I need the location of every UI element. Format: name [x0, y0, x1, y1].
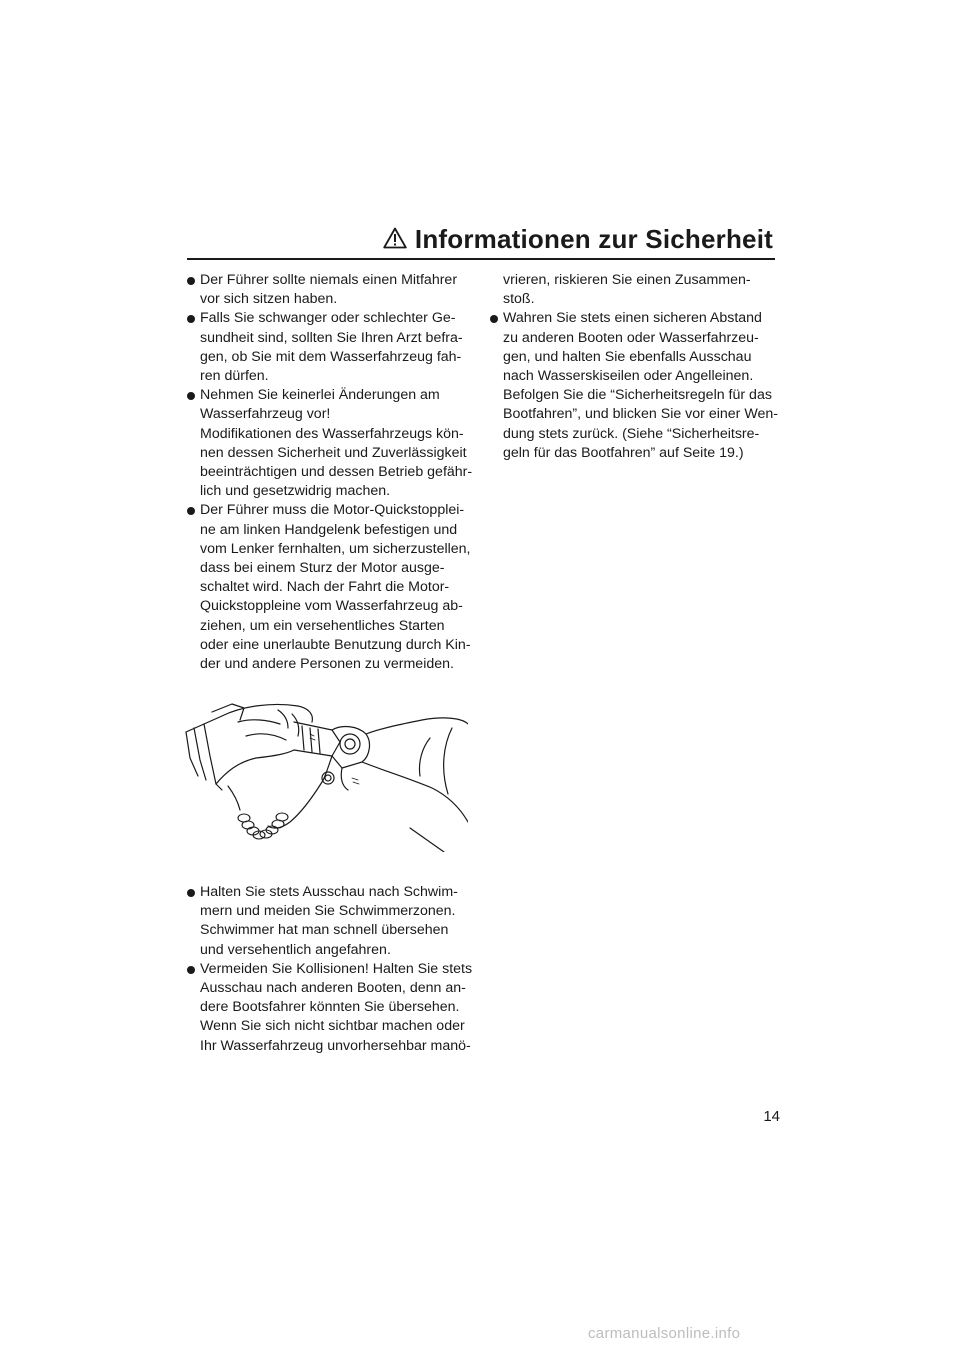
left-column-top [187, 271, 472, 674]
bullet-item [187, 501, 472, 674]
text-line: mern und meiden Sie Schwimmerzonen. [200, 903, 456, 920]
text-line: beeinträchtigen und dessen Betrieb gefähr- [200, 464, 473, 481]
text-line: gen, ob Sie mit dem Wasserfahrzeug fah- [200, 348, 462, 365]
text-line: vor sich sitzen haben. [200, 291, 338, 308]
text-line: dung stets zurück. (Siehe “Sicherheitsre- [503, 425, 760, 442]
text-line: nen dessen Sicherheit und Zuverlässigkeit [200, 444, 467, 461]
right-column [490, 271, 778, 463]
text-line: Nehmen Sie keinerlei Änderungen am [200, 387, 440, 404]
text-line: Quickstoppleine vom Wasserfahrzeug ab- [200, 598, 463, 615]
text-line: Der Führer muss die Motor-Quickstopplei- [200, 502, 465, 519]
text-line: Wenn Sie sich nicht sichtbar machen oder [200, 1018, 465, 1035]
text-line: geln für das Bootfahren” auf Seite 19.) [503, 444, 744, 461]
bullet-dot-icon [187, 507, 195, 515]
text-line: dere Bootsfahrer könnten Sie übersehen. [200, 999, 460, 1016]
bullet-item [187, 883, 472, 960]
bullet-item [187, 271, 472, 309]
bullet-item [187, 960, 472, 1056]
text-line: Schwimmer hat man schnell übersehen [200, 922, 449, 939]
text-line: oder eine unerlaubte Benutzung durch Kin- [200, 636, 471, 653]
text-line: ren dürfen. [200, 368, 269, 385]
wrist-lanyard-illustration [182, 698, 468, 852]
bullet-item [187, 386, 472, 501]
text-line: nach Wasserskiseilen oder Angelleinen. [503, 368, 754, 385]
bullet-dot-icon [490, 315, 498, 323]
text-line: ne am linken Handgelenk befestigen und [200, 521, 458, 538]
bullet-dot-icon [187, 277, 195, 285]
page-title [415, 224, 773, 255]
text-line: gen, und halten Sie ebenfalls Ausschau [503, 348, 752, 365]
text-line: Wasserfahrzeug vor! [200, 406, 331, 423]
page-header [187, 222, 775, 260]
continuation-text [490, 271, 778, 309]
text-line: Halten Sie stets Ausschau nach Schwim- [200, 884, 458, 900]
text-line: Ihr Wasserfahrzeug unvorhersehbar manö- [200, 1037, 471, 1054]
text-line: der und andere Personen zu vermeiden. [200, 656, 454, 673]
text-line: stoß. [503, 291, 535, 308]
text-line: Modifikationen des Wasserfahrzeugs kön- [200, 425, 464, 442]
bullet-item [490, 309, 778, 463]
bullet-dot-icon [187, 966, 195, 974]
text-line: schaltet wird. Nach der Fahrt die Motor- [200, 579, 450, 596]
text-line: Falls Sie schwanger oder schlechter Ge- [200, 310, 456, 327]
text-line: Befolgen Sie die “Sicherheitsregeln für das [503, 387, 772, 404]
left-column-bottom [187, 883, 472, 1056]
text-line: ziehen, um ein versehentliches Starten [200, 617, 445, 634]
watermark-text[interactable]: carmanualsonline.info [588, 1325, 741, 1342]
text-line: Der Führer sollte niemals einen Mitfahrer [200, 272, 458, 288]
text-line: vom Lenker fernhalten, um sicherzustellen, [200, 540, 471, 557]
text-line: Ausschau nach anderen Booten, denn an- [200, 980, 466, 997]
text-line: vrieren, riskieren Sie einen Zusammen- [503, 272, 751, 288]
bullet-dot-icon [187, 392, 195, 400]
page-number: 14 [763, 1108, 780, 1125]
text-line: dass bei einem Sturz der Motor ausge- [200, 560, 445, 577]
bullet-dot-icon [187, 889, 195, 897]
page-title-text: Informationen zur Sicherheit [414, 224, 773, 254]
bullet-dot-icon [187, 315, 195, 323]
text-line: Wahren Sie stets einen sicheren Abstand [503, 310, 762, 327]
text-line: Vermeiden Sie Kollisionen! Halten Sie stets [200, 960, 473, 977]
text-line: Bootfahren”, und blicken Sie vor einer Wen- [503, 406, 778, 423]
bullet-item [187, 309, 472, 386]
warning-triangle-icon [383, 227, 407, 249]
text-line: und versehentlich angefahren. [200, 941, 391, 958]
text-line: lich und gesetzwidrig machen. [200, 483, 391, 500]
text-line: zu anderen Booten oder Wasserfahrzeu- [503, 329, 759, 346]
text-line: sundheit sind, sollten Sie Ihren Arzt befra- [200, 329, 463, 346]
